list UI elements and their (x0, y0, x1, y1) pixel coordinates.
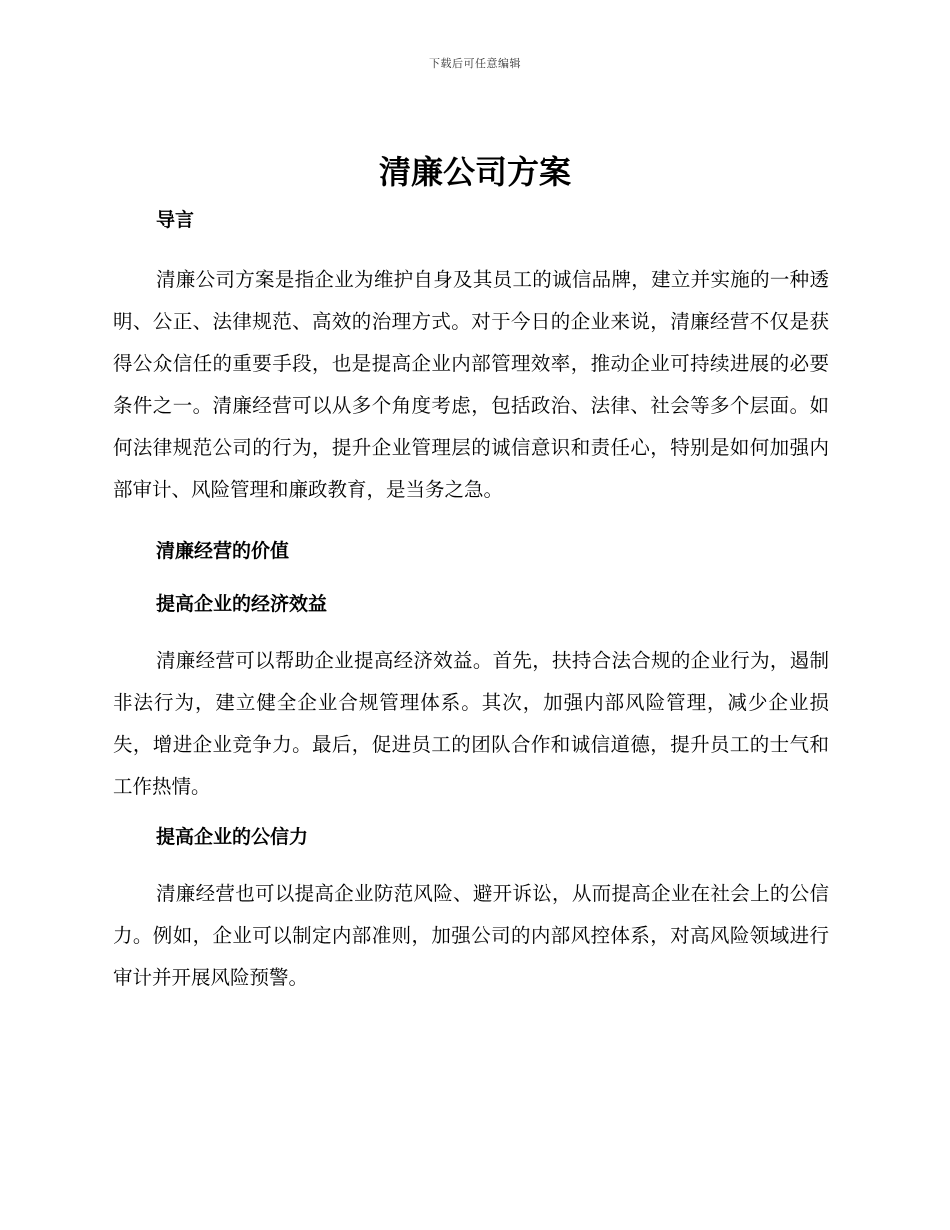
section-heading-value: 清廉经营的价值 (156, 540, 290, 562)
page-title: 清廉公司方案 (378, 153, 571, 191)
paragraph-intro: 清廉公司方案是指企业为维护自身及其员工的诚信品牌，建立并实施的一种透明、公正、法律规范、高效的治理方式。对于今日的企业来说，清廉经营不仅是获得公众信任的重要手段，也是提高企业内部管理效率，推动企业可持续进展的必要条件之一。清廉经营可以从多个角度考虑，包括政治、法律、社会等多个层面。如何法律规范公司的行为，提升企业管理层的诚信意识和责任心，特别是如何加强内部审计、风险管理和廉政教育，是当务之急。 (113, 268, 829, 501)
document-body (113, 200, 829, 999)
paragraph-economic-benefit: 清廉经营可以帮助企业提高经济效益。首先，扶持合法合规的企业行为，遏制非法行为，建立健全企业合规管理体系。其次，加强内部风险管理，减少企业损失，增进企业竞争力。最后，促进员工的团队合作和诚信道德，提升员工的士气和工作热情。 (113, 649, 829, 798)
header-note: 下载后可任意编辑 (429, 57, 521, 70)
section-heading-intro: 导言 (156, 209, 195, 231)
section-heading-economic-benefit: 提高企业的经济效益 (156, 593, 328, 615)
paragraph-credibility: 清廉经营也可以提高企业防范风险、避开诉讼，从而提高企业在社会上的公信力。例如，企业可以制定内部准则，加强公司的内部风控体系，对高风险领域进行审计并开展风险预警。 (113, 882, 829, 989)
section-heading-credibility: 提高企业的公信力 (156, 826, 309, 848)
